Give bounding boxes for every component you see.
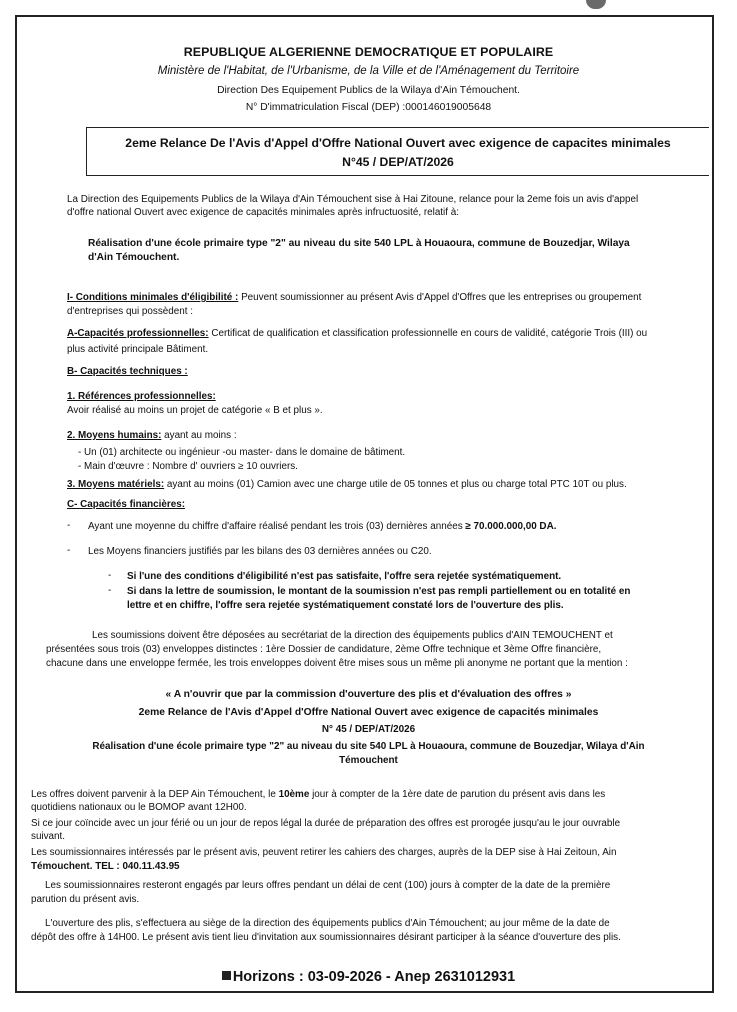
- technical-heading: B- Capacités techniques :: [67, 366, 188, 377]
- deadline-day: 10ème: [278, 789, 310, 800]
- envelope-mention: « A n'ouvrir que par la commission d'ouverture des plis et d'évaluation des offres »: [165, 689, 572, 700]
- specs-line-1: Les soumissionnaires intéressés par le présent avis, peuvent retirer les cahiers des charges, auprès de la DEP sise à Hai Zeitoun, Ain: [31, 847, 617, 858]
- professional-text-2: plus activité principale Bâtiment.: [67, 344, 209, 355]
- turnover-amount: ≥ 70.000.000,00 DA.: [465, 521, 557, 532]
- references-text: Avoir réalisé au moins un projet de catégorie « B et plus ».: [67, 405, 323, 416]
- bullet-dash: -: [67, 520, 71, 531]
- turnover-text: Ayant une moyenne du chiffre d'affaire réalisé pendant les trois (03) dernières années: [88, 521, 466, 532]
- republic-heading: REPUBLIQUE ALGERIENNE DEMOCRATIQUE ET POPULAIRE: [183, 45, 554, 59]
- opening-line-2: dépôt des offre à 14H00. Le présent avis tient lieu d'invitation aux soumissionnaires désirant participer à la séance d'ouverture des plis.: [31, 932, 621, 943]
- submission-line-3: chacune dans une enveloppe fermée, les trois enveloppes doivent être mises sous un même pli anonyme ne portant que la mention :: [46, 658, 628, 669]
- human-means: [67, 429, 237, 442]
- envelope-number: N° 45 / DEP/AT/2026: [321, 724, 416, 735]
- bullet-dash: -: [108, 585, 112, 596]
- references-heading: 1. Références professionnelles:: [67, 391, 216, 402]
- tender-number: N°45 / DEP/AT/2026: [342, 155, 454, 169]
- holiday-line-1: Si ce jour coïncide avec un jour férié ou un jour de repos légal la durée de préparation des offres est prorogée jusqu'au le jour ouvrable: [31, 818, 621, 829]
- eligibility-text: Peuvent soumissionner au présent Avis d'Appel d'Offres que les entreprises ou groupement: [238, 292, 642, 303]
- specs-line-2: Témouchent. TEL : 040.11.43.95: [31, 861, 180, 872]
- human-text: ayant au moins :: [161, 430, 237, 441]
- warning-amount-2: lettre et en chiffre, l'offre sera rejetée systématiquement constaté lors de l'ouverture des plis.: [127, 600, 564, 611]
- deadline-bomop: quotidiens nationaux ou le BOMOP avant 12H00.: [31, 802, 247, 813]
- envelope-project-2: Témouchent: [339, 755, 398, 766]
- financial-item-turnover: [88, 520, 556, 533]
- material-heading: 3. Moyens matériels:: [67, 479, 165, 490]
- direction-line: Direction Des Equipement Publics de la Wilaya d'Ain Témouchent.: [217, 85, 520, 96]
- project-line-2: d'Ain Témouchent.: [88, 252, 180, 263]
- deadline-paragraph: [31, 788, 605, 801]
- warning-amount-1: Si dans la lettre de soumission, le montant de la soumission n'est pas rempli partiellement ou en totalité en: [127, 586, 631, 597]
- tender-title-box: [86, 127, 709, 176]
- footer-text: Horizons : 03-09-2026 - Anep 2631012931: [232, 969, 516, 985]
- intro-line-2: d'offre national Ouvert avec exigence de capacités minimales après infructuosité, relatif à:: [67, 207, 459, 218]
- material-text: ayant au moins (01) Camion avec une charge utile de 05 tonnes et plus ou charge total PTC 10T ou plus.: [164, 479, 627, 490]
- eligibility-heading: I- Conditions minimales d'éligibilité :: [67, 292, 239, 303]
- material-means: [67, 478, 627, 491]
- professional-heading: A-Capacités professionnelles:: [67, 328, 209, 339]
- professional-capacity: [67, 327, 647, 340]
- human-heading: 2. Moyens humains:: [67, 430, 162, 441]
- holiday-line-2: suivant.: [31, 831, 66, 842]
- human-item-architect: - Un (01) architecte ou ingénieur -ou master- dans le domaine de bâtiment.: [78, 447, 406, 458]
- square-bullet-icon: [222, 971, 231, 980]
- professional-text: Certificat de qualification et classification professionnelle en cours de validité, catégorie Trois (III) ou: [208, 328, 648, 339]
- opening-line-1: L'ouverture des plis, s'effectuera au siège de la direction des équipements publics d'Ain Témouchent; au jour même de la date de: [45, 918, 610, 929]
- envelope-project-1: Réalisation d'une école primaire type "2" au niveau du site 540 LPL à Houaoura, commune de Bouzedjar, Wilaya d'Ain: [92, 741, 645, 752]
- warning-eligibility: Si l'une des conditions d'éligibilité n'est pas satisfaite, l'offre sera rejetée systématiquement.: [127, 571, 562, 582]
- project-line-1: Réalisation d'une école primaire type "2" au niveau du site 540 LPL à Houaoura, commune de Bouzedjar, Wilaya: [88, 238, 630, 249]
- intro-line-1: La Direction des Equipements Publics de la Wilaya d'Ain Témouchent sise à Hai Zitoune, relance pour la 2eme fois un avis d'appel: [67, 194, 639, 205]
- publication-footer: [20, 969, 717, 985]
- deadline-text-c: jour à compter de la 1ère date de parution du présent avis dans les: [309, 789, 606, 800]
- deadline-text-a: Les offres doivent parvenir à la DEP Ain Témouchent, le: [31, 789, 279, 800]
- financial-item-balance: Les Moyens financiers justifiés par les bilans des 03 dernières années ou C20.: [88, 546, 432, 557]
- submission-line-2: présentées sous trois (03) enveloppes distinctes : 1ère Dossier de candidature, 2ème Offre technique et 3ème Offre financière,: [46, 644, 602, 655]
- human-item-workers: - Main d'œuvre : Nombre d' ouvriers ≥ 10 ouvriers.: [78, 461, 298, 472]
- eligibility-text-2: d'entreprises qui possèdent :: [67, 306, 193, 317]
- financial-heading: C- Capacités financières:: [67, 499, 185, 510]
- eligibility-paragraph: [67, 291, 641, 304]
- bullet-dash: -: [67, 545, 71, 556]
- submission-line-1: Les soumissions doivent être déposées au secrétariat de la direction des équipements publics d'AIN TEMOUCHENT et: [92, 630, 613, 641]
- validity-line-2: parution du présent avis.: [31, 894, 140, 905]
- tender-title: 2eme Relance De l'Avis d'Appel d'Offre National Ouvert avec exigence de capacites minimales: [125, 136, 671, 150]
- envelope-title: 2eme Relance de l'Avis d'Appel d'Offre National Ouvert avec exigence de capacités minimales: [138, 707, 599, 718]
- ministry-line: Ministère de l'Habitat, de l'Urbanisme, de la Ville et de l'Aménagement du Territoire: [157, 65, 580, 77]
- validity-line-1: Les soumissionnaires resteront engagés par leurs offres pendant un délai de cent (100) jours à compter de la date de la première: [45, 880, 611, 891]
- fiscal-number: N° D'immatriculation Fiscal (DEP) :000146019005648: [245, 102, 492, 113]
- bullet-dash: -: [108, 570, 112, 581]
- page-corner-mark: [586, 0, 606, 9]
